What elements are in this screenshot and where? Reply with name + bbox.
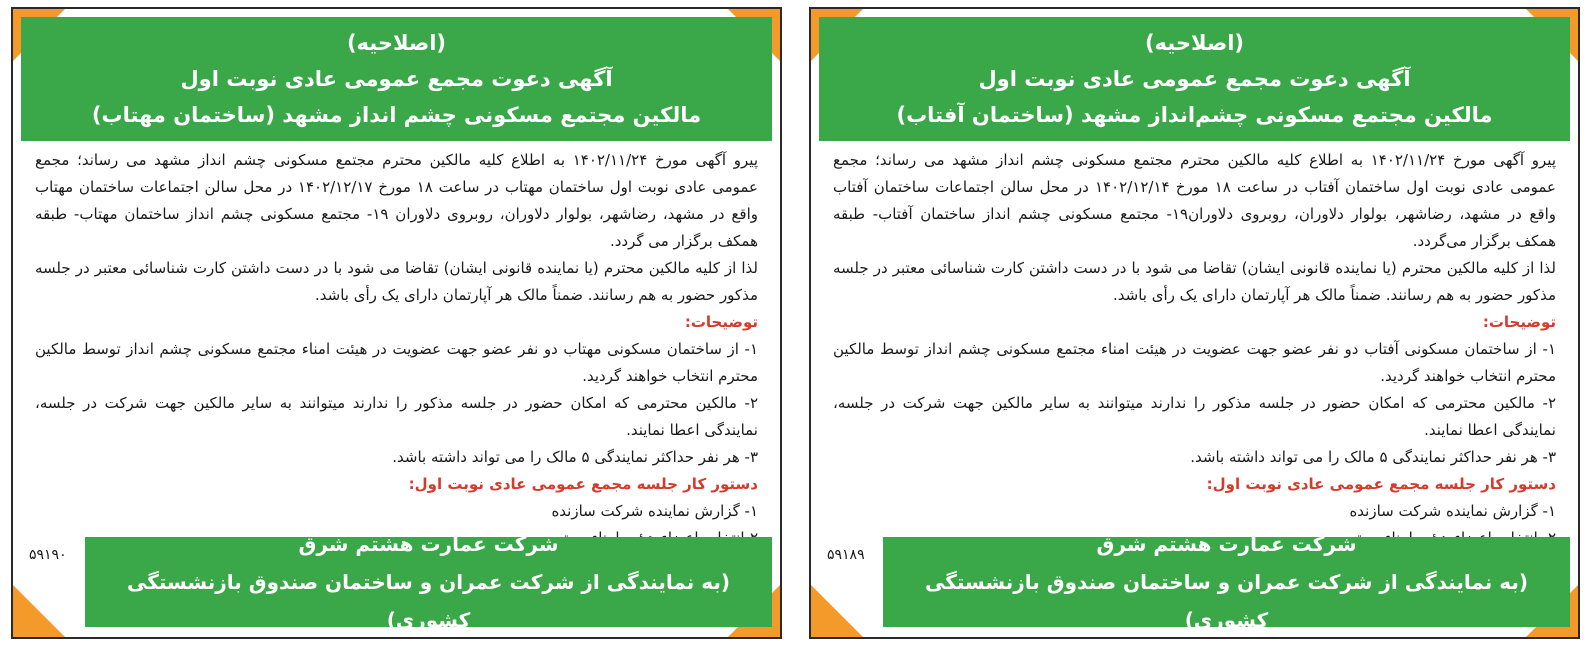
agenda-item: ۱- گزارش نماینده شرکت سازنده bbox=[1349, 502, 1556, 520]
correction-label: (اصلاحیه) bbox=[346, 31, 447, 55]
attendance-paragraph: لذا از کلیه مالکین محترم (یا نماینده قانونی ایشان) تقاضا می شود با در دست داشتن کارت شناسائی معتبر در جلسه مذکور حضور به هم رسانند. ضمناً مالک هر آپارتمان دارای یک رأی باشد. bbox=[833, 259, 1556, 304]
company-representation: (به نمایندگی از شرکت عمران و ساختمان صندوق بازنشستگی کشوری) bbox=[126, 570, 731, 632]
note-item: ۲- مالکین محترمی که امکان حضور در جلسه مذکور را ندارند میتوانند به سایر مالکین جهت شرکت در جلسه، نمایندگی اعطا نمایند. bbox=[833, 394, 1556, 439]
note-item: ۱- از ساختمان مسکونی مهتاب دو نفر عضو جهت عضویت در هیئت امناء مجتمع مسکونی چشم انداز توسط مالکین محترم انتخاب خواهند گردید. bbox=[35, 340, 758, 385]
notice-subtitle: مالکین مجتمع مسکونی چشم انداز مشهد (ساختمان مهتاب) bbox=[91, 103, 702, 127]
intro-paragraph: پیرو آگهی مورخ ۱۴۰۲/۱۱/۲۴ به اطلاع کلیه مالکین محترم مجتمع مسکونی چشم انداز مشهد می رساند؛ مجمع عمومی عادی نوبت اول ساختمان مهتاب در ساعت ۱۸ مورخ ۱۴۰۲/۱۲/۱۷ در محل سالن اجتماعات ساختمان مهتاب واقع در مشهد، رضاشهر، بولوار دلاوران، روبروی دلاوران ۱۹- مجتمع مسکونی چشم انداز ساختمان مهتاب- طبقه همکف برگزار می گردد. bbox=[35, 151, 758, 250]
agenda-item: ۱- گزارش نماینده شرکت سازنده bbox=[551, 502, 758, 520]
ad-code: ۵۹۱۸۹ bbox=[827, 547, 865, 563]
notice-header bbox=[819, 17, 1570, 141]
notice-mahtab bbox=[11, 7, 782, 639]
ad-code: ۵۹۱۹۰ bbox=[29, 547, 67, 563]
notice-subtitle: مالکین مجتمع مسکونی چشم‌انداز مشهد (ساختمان آفتاب) bbox=[896, 103, 1493, 127]
notice-body bbox=[35, 147, 758, 552]
notes-heading: توضیحات: bbox=[684, 313, 758, 331]
notice-header bbox=[21, 17, 772, 141]
note-item: ۳- هر نفر حداکثر نمایندگی ۵ مالک را می تواند داشته باشد. bbox=[392, 448, 758, 466]
notice-aftab bbox=[809, 7, 1580, 639]
notice-footer bbox=[883, 532, 1570, 632]
agenda-heading: دستور کار جلسه مجمع عمومی عادی نوبت اول: bbox=[408, 475, 758, 493]
agenda-heading: دستور کار جلسه مجمع عمومی عادی نوبت اول: bbox=[1206, 475, 1556, 493]
note-item: ۱- از ساختمان مسکونی آفتاب دو نفر عضو جهت عضویت در هیئت امناء مجتمع مسکونی چشم انداز توسط مالکین محترم انتخاب خواهند گردید. bbox=[833, 340, 1556, 385]
notice-body bbox=[833, 147, 1556, 552]
orange-corner bbox=[13, 585, 65, 637]
note-item: ۳- هر نفر حداکثر نمایندگی ۵ مالک را می تواند داشته باشد. bbox=[1190, 448, 1556, 466]
company-representation: (به نمایندگی از شرکت عمران و ساختمان صندوق بازنشستگی کشوری) bbox=[924, 570, 1529, 632]
correction-label: (اصلاحیه) bbox=[1144, 31, 1245, 55]
notes-heading: توضیحات: bbox=[1482, 313, 1556, 331]
notice-footer bbox=[85, 532, 772, 632]
company-name: شرکت عمارت هشتم شرق bbox=[298, 532, 559, 556]
company-name: شرکت عمارت هشتم شرق bbox=[1096, 532, 1357, 556]
notice-title: آگهی دعوت مجمع عمومی عادی نوبت اول bbox=[978, 67, 1411, 91]
orange-corner bbox=[811, 585, 863, 637]
note-item: ۲- مالکین محترمی که امکان حضور در جلسه مذکور را ندارند میتوانند به سایر مالکین جهت شرکت در جلسه، نمایندگی اعطا نمایند. bbox=[35, 394, 758, 439]
notice-title: آگهی دعوت مجمع عمومی عادی نوبت اول bbox=[180, 67, 613, 91]
intro-paragraph: پیرو آگهی مورخ ۱۴۰۲/۱۱/۲۴ به اطلاع کلیه مالکین محترم مجتمع مسکونی چشم انداز مشهد می رساند؛ مجمع عمومی عادی نوبت اول ساختمان آفتاب در ساعت ۱۸ مورخ ۱۴۰۲/۱۲/۱۴ در محل سالن اجتماعات ساختمان آفتاب واقع در مشهد، رضاشهر، بولوار دلاوران، روبروی دلاوران۱۹- مجتمع مسکونی چشم انداز ساختمان آفتاب- طبقه همکف برگزار می‌گردد. bbox=[833, 151, 1556, 250]
attendance-paragraph: لذا از کلیه مالکین محترم (یا نماینده قانونی ایشان) تقاضا می شود با در دست داشتن کارت شناسائی معتبر در جلسه مذکور حضور به هم رسانند. ضمناً مالک هر آپارتمان دارای یک رأی باشد. bbox=[35, 259, 758, 304]
